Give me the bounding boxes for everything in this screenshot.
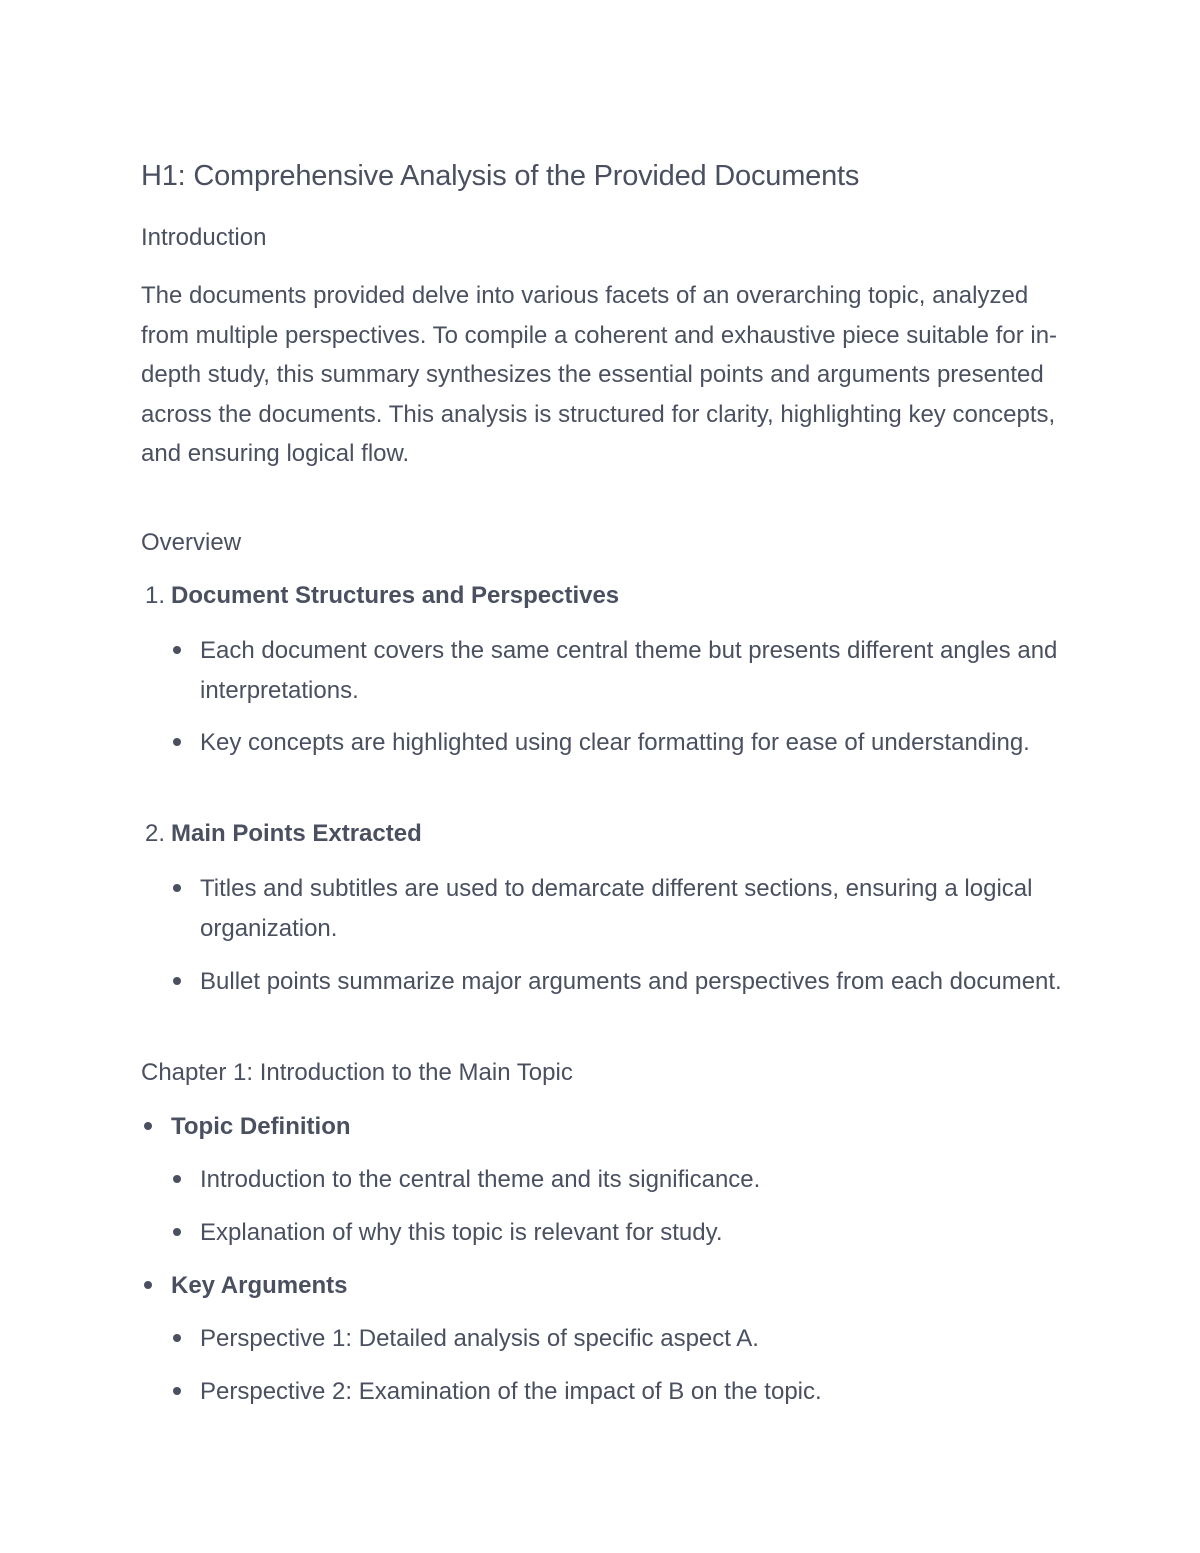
bullet-icon <box>173 646 181 654</box>
introduction-heading: Introduction <box>141 224 267 251</box>
list-item <box>200 869 1070 948</box>
list-item-text: Explanation of why this topic is relevant for study. <box>200 1219 723 1246</box>
bullet-icon <box>173 977 181 985</box>
chapter-1-heading: Chapter 1: Introduction to the Main Topic <box>141 1059 573 1086</box>
list-item <box>200 1213 1070 1253</box>
key-arguments-title: Key Arguments <box>171 1272 348 1299</box>
list-item <box>200 631 1070 710</box>
list-item <box>200 1160 1070 1200</box>
introduction-paragraph: The documents provided delve into various facets of an overarching topic, analyzed from multiple perspectives. To compile a coherent and exhaustive piece suitable for in-depth study, this summary synthesizes the essential points and arguments presented across the documents. This analysis is structured for clarity, highlighting key concepts, and ensuring logical flow. <box>141 282 1058 467</box>
list-item <box>200 1372 1070 1412</box>
overview-heading: Overview <box>141 529 242 556</box>
topic-definition-title: Topic Definition <box>171 1113 351 1140</box>
bullet-icon <box>144 1122 152 1130</box>
overview-item-2-heading <box>145 820 422 848</box>
list-item-text: Titles and subtitles are used to demarcate different sections, ensuring a logical organization. <box>200 875 1033 942</box>
list-item-text: Each document covers the same central theme but presents different angles and interpretations. <box>200 637 1058 704</box>
bullet-icon <box>173 1228 181 1236</box>
list-item-text: Key concepts are highlighted using clear formatting for ease of understanding. <box>200 729 1030 756</box>
list-item <box>200 723 1070 763</box>
bullet-icon <box>173 738 181 746</box>
list-item <box>171 1266 1071 1306</box>
bullet-icon <box>173 1387 181 1395</box>
list-item <box>200 1319 1070 1359</box>
bullet-icon <box>173 884 181 892</box>
list-item-text: Perspective 1: Detailed analysis of specific aspect A. <box>200 1325 759 1352</box>
overview-item-2-title: Main Points Extracted <box>171 820 422 847</box>
list-item-text: Perspective 2: Examination of the impact of B on the topic. <box>200 1378 822 1405</box>
list-item <box>200 962 1070 1002</box>
bullet-icon <box>144 1281 152 1289</box>
document-title: H1: Comprehensive Analysis of the Provided Documents <box>141 160 860 192</box>
list-item-text: Bullet points summarize major arguments and perspectives from each document. <box>200 968 1062 995</box>
bullet-icon <box>173 1334 181 1342</box>
overview-item-2-number: 2. <box>145 820 166 847</box>
bullet-icon <box>173 1175 181 1183</box>
list-item <box>171 1107 1071 1147</box>
overview-item-1-number: 1. <box>145 582 166 609</box>
overview-item-1-heading <box>145 582 619 610</box>
overview-item-1-title: Document Structures and Perspectives <box>171 582 620 609</box>
list-item-text: Introduction to the central theme and its significance. <box>200 1166 761 1193</box>
